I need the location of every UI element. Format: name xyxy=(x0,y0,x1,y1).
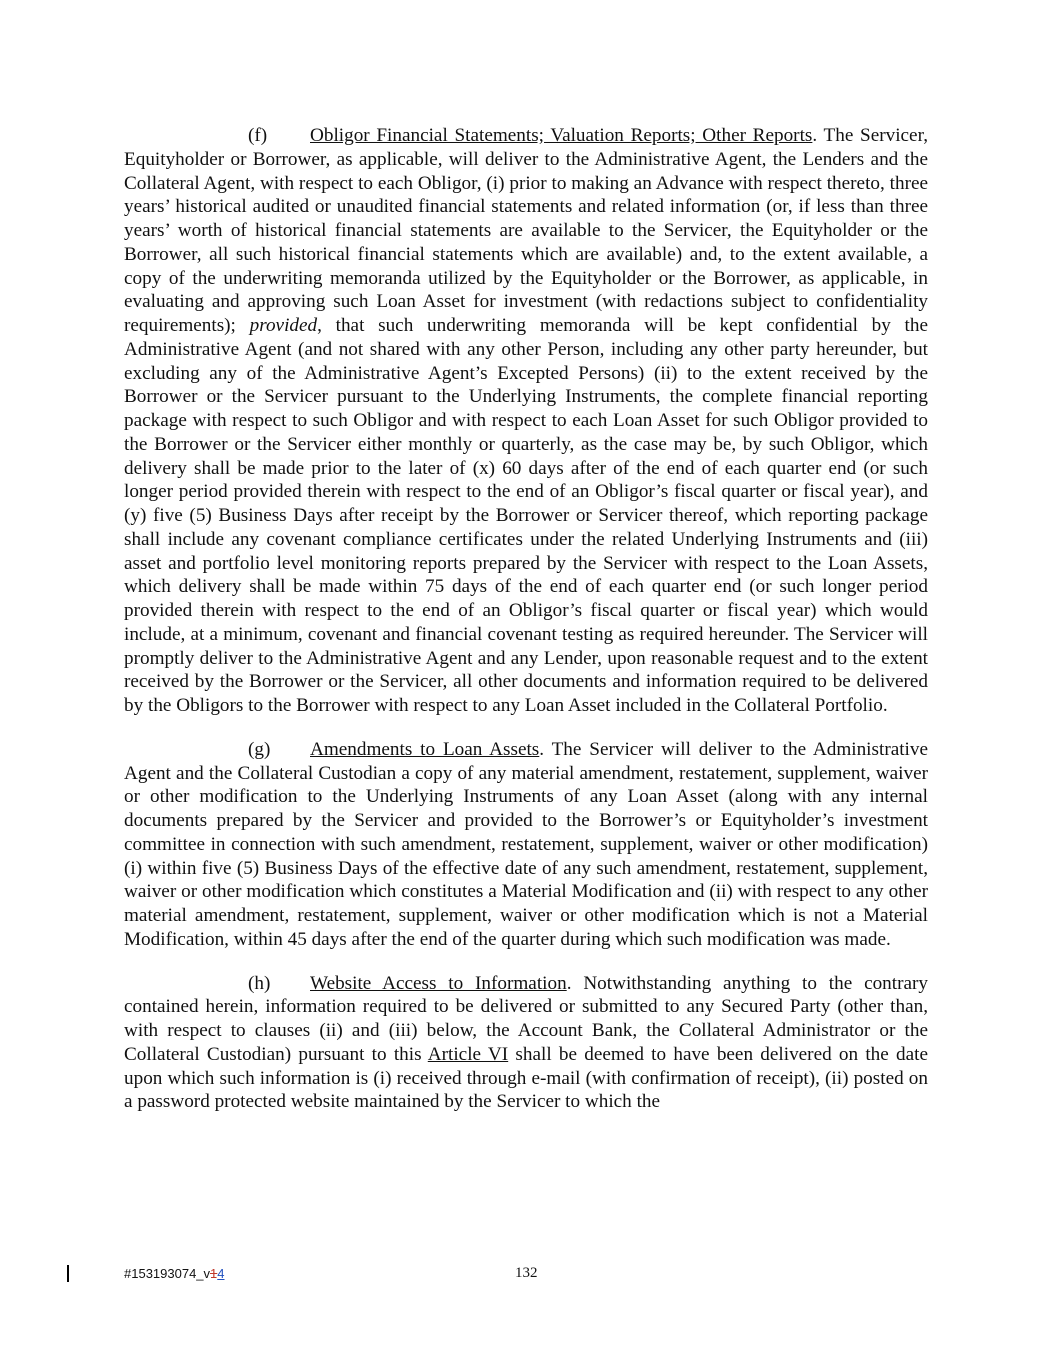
paragraph-f xyxy=(124,124,928,718)
paragraph-g xyxy=(124,738,928,952)
document-page xyxy=(124,124,928,1134)
document-id-prefix: #153193074_v xyxy=(124,1266,211,1281)
paragraph-h-heading: Website Access to Information xyxy=(310,972,567,994)
paragraph-f-italic: provided xyxy=(249,315,318,336)
article-vi-reference: Article VI xyxy=(427,1043,509,1065)
change-bar xyxy=(67,1265,69,1282)
inserted-version: 4 xyxy=(217,1266,225,1281)
paragraph-g-label: (g) xyxy=(248,738,271,760)
paragraph-g-heading: Amendments to Loan Assets xyxy=(310,738,540,760)
paragraph-f-label: (f) xyxy=(248,125,268,146)
document-id xyxy=(124,1266,225,1281)
page-number: 132 xyxy=(515,1265,538,1281)
deleted-version: 1 xyxy=(210,1266,218,1281)
paragraph-h xyxy=(124,972,928,1115)
paragraph-h-text-2: shall be deemed to have been delivered on the date upon which such information is (i) received through e-mail (with confirmation of receipt), (ii) posted on a password protected website maintained by the Servicer to which the xyxy=(124,1043,929,1113)
paragraph-f-text-1: . The Servicer, Equityholder or Borrower, as applicable, will deliver to the Administrative Agent, the Lenders and the Collateral Agent, with respect to each Obligor, (i) prior to making an Advance with respect thereto, three years’ historical audited or unaudited financial statements and related information (or, if less than three years’ worth of historical financial statements are available to the Servicer, the Equityholder or the Borrower, all such historical financial statements which are available) and, to the extent available, a copy of the underwriting memoranda utilized by the Equityholder or the Borrower, as applicable, in evaluating and approving such Loan Asset for investment (with redactions subject to confidentiality requirements); xyxy=(124,125,928,336)
paragraph-g-text-1: . The Servicer will deliver to the Administrative Agent and the Collateral Custodian a copy of any material amendment, restatement, supplement, waiver or other modification to the Underlying Instruments of any Loan Asset (along with any internal documents prepared by the Servicer and provided to the Borrower’s or Equityholder’s investment committee in connection with such amendment, restatement, supplement, waiver or other modification) (i) within five (5) Business Days of the effective date of any such amendment, restatement, supplement, waiver or other modification which constitutes a Material Modification and (ii) with respect to any other material amendment, restatement, supplement, waiver or other modification which is not a Material Modification, within 45 days after the end of the quarter during which such modification was made. xyxy=(124,738,928,950)
paragraph-h-label: (h) xyxy=(248,972,271,994)
paragraph-f-heading: Obligor Financial Statements; Valuation Reports; Other Reports xyxy=(310,125,813,146)
paragraph-f-text-2: , that such underwriting memoranda will be kept confidential by the Administrative Agent (and not shared with any other Person, including any other party hereunder, but excluding any of the Administrative Agent’s Excepted Persons) (ii) to the extent received by the Borrower or the Servicer pursuant to the Underlying Instruments, the complete financial reporting package with respect to such Obligor and with respect to each Loan Asset for such Obligor provided to the Borrower or the Servicer either monthly or quarterly, as the case may be, by such Obligor, which delivery shall be made prior to the later of (x) 60 days after of the end of each quarter end (or such longer period provided therein with respect to the end of an Obligor’s fiscal quarter or fiscal year), and (y) five (5) Business Days after receipt by the Borrower or Servicer thereof, which reporting package shall include any covenant compliance certificates under the related Underlying Instruments and (iii) asset and portfolio level monitoring reports prepared by the Servicer with respect to the Loan Assets, which delivery shall be made within 75 days of the end of each quarter end (or such longer period provided therein with respect to the end of an Obligor’s fiscal quarter or fiscal year) which would include, at a minimum, covenant and financial covenant testing as required hereunder. The Servicer will promptly deliver to the Administrative Agent and any Lender, upon reasonable request and to the extent received by the Borrower or the Servicer, all other documents and information required to be delivered by the Obligors to the Borrower with respect to any Loan Asset included in the Collateral Portfolio. xyxy=(124,315,928,716)
paragraph-h-text-1: . Notwithstanding anything to the contrary contained herein, information required to be delivered or submitted to any Secured Party (other than, with respect to clauses (ii) and (iii) below, the Account Bank, the Collateral Administrator or the Collateral Custodian) pursuant to this xyxy=(124,972,928,1065)
